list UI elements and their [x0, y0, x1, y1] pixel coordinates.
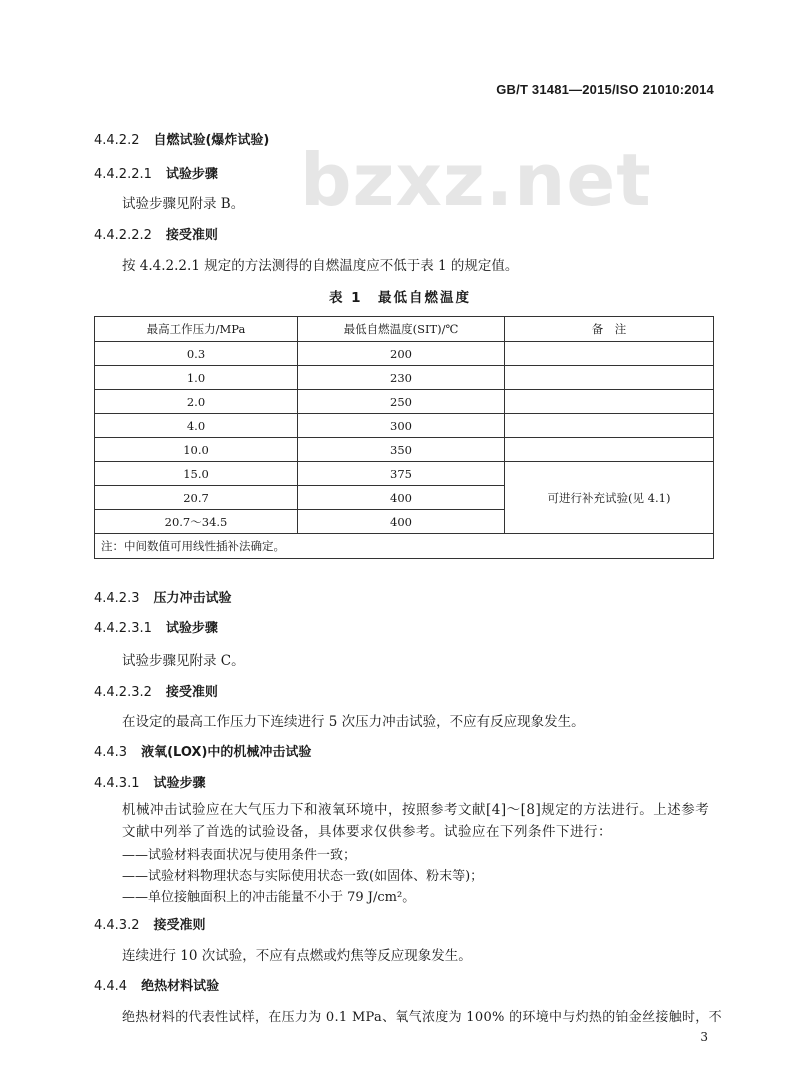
table-cell: 0.3	[95, 342, 298, 366]
heading-number: 4.4.2.2	[94, 133, 140, 148]
table-header-row	[95, 317, 714, 342]
table-cell	[505, 438, 714, 462]
heading-4-4-2-2	[94, 129, 269, 148]
table-cell: 230	[298, 366, 505, 390]
table-cell: 400	[298, 510, 505, 534]
heading-4-4-2-3-2	[94, 681, 218, 700]
heading-title: 接受准则	[165, 685, 218, 700]
heading-title: 接受准则	[165, 228, 218, 243]
table-cell: 300	[298, 414, 505, 438]
heading-title: 接受准则	[153, 918, 206, 933]
heading-number: 4.4.2.3.1	[94, 621, 152, 636]
heading-title: 绝热材料试验	[141, 979, 220, 994]
paragraph: 试验步骤见附录 C。	[122, 653, 245, 669]
table-cell-remark: 可进行补充试验(见 4.1)	[505, 462, 714, 534]
heading-number: 4.4.3	[94, 745, 128, 760]
heading-4-4-2-2-2	[94, 224, 218, 243]
list-item: ——试验材料表面状况与使用条件一致；	[122, 848, 357, 863]
column-header: 备 注	[505, 317, 714, 342]
heading-number: 4.4.2.3	[94, 591, 140, 606]
table-cell	[505, 414, 714, 438]
heading-title: 试验步骤	[165, 167, 218, 182]
table-note-row	[95, 534, 714, 559]
table-min-autoignition-temperature	[94, 316, 714, 559]
heading-4-4-3-2	[94, 914, 206, 933]
heading-title: 试验步骤	[165, 621, 218, 636]
heading-4-4-2-2-1	[94, 163, 218, 182]
paragraph: 按 4.4.2.2.1 规定的方法测得的自燃温度应不低于表 1 的规定值。	[122, 258, 519, 274]
table-cell: 400	[298, 486, 505, 510]
table-row	[95, 462, 714, 486]
heading-number: 4.4.3.2	[94, 918, 140, 933]
paragraph: 在设定的最高工作压力下连续进行 5 次压力冲击试验，不应有反应现象发生。	[122, 714, 585, 730]
heading-4-4-2-3-1	[94, 617, 218, 636]
table-cell: 20.7	[95, 486, 298, 510]
page-number: 3	[700, 1030, 708, 1044]
column-header: 最高工作压力/MPa	[95, 317, 298, 342]
list-item: ——单位接触面积上的冲击能量不小于 79 J/cm²。	[122, 890, 416, 905]
heading-4-4-4	[94, 975, 219, 994]
heading-title: 自燃试验(爆炸试验)	[153, 133, 270, 148]
paragraph: 试验步骤见附录 B。	[122, 196, 245, 212]
heading-title: 压力冲击试验	[153, 591, 232, 606]
table-cell: 2.0	[95, 390, 298, 414]
heading-number: 4.4.2.2.1	[94, 167, 152, 182]
heading-4-4-3	[94, 741, 311, 760]
table-cell	[505, 366, 714, 390]
heading-4-4-3-1	[94, 772, 206, 791]
heading-4-4-2-3	[94, 587, 232, 606]
list-item: ——试验材料物理状态与实际使用状态一致(如固体、粉末等)；	[122, 869, 484, 884]
table-cell: 15.0	[95, 462, 298, 486]
table-cell: 10.0	[95, 438, 298, 462]
table-cell	[505, 390, 714, 414]
table-title: 表 1 最低自燃温度	[328, 290, 472, 306]
table-cell: 350	[298, 438, 505, 462]
table-cell: 200	[298, 342, 505, 366]
table-cell: 1.0	[95, 366, 298, 390]
watermark: bzxz.net	[300, 138, 652, 222]
heading-title: 液氧(LOX)中的机械冲击试验	[141, 745, 312, 760]
table-cell: 4.0	[95, 414, 298, 438]
table-row	[95, 342, 714, 366]
table-cell: 250	[298, 390, 505, 414]
heading-number: 4.4.3.1	[94, 776, 140, 791]
table-note: 注：中间数值可用线性插补法确定。	[95, 534, 714, 559]
table-row	[95, 390, 714, 414]
standard-code: GB/T 31481—2015/ISO 21010:2014	[496, 82, 714, 97]
paragraph: 连续进行 10 次试验，不应有点燃或灼焦等反应现象发生。	[122, 948, 472, 964]
paragraph: 绝热材料的代表性试样，在压力为 0.1 MPa、氧气浓度为 100% 的环境中与灼热的铂金丝接触时，不	[122, 1010, 722, 1025]
table-cell	[505, 342, 714, 366]
heading-number: 4.4.2.2.2	[94, 228, 152, 243]
table-row	[95, 414, 714, 438]
paragraph: 机械冲击试验应在大气压力下和液氧环境中，按照参考文献[4]～[8]规定的方法进行。上述参考文献中列举了首选的试验设备，具体要求仅供参考。试验应在下列条件下进行：	[122, 802, 710, 840]
table-cell: 20.7～34.5	[95, 510, 298, 534]
table-cell: 375	[298, 462, 505, 486]
heading-number: 4.4.2.3.2	[94, 685, 152, 700]
heading-number: 4.4.4	[94, 979, 128, 994]
table-row	[95, 438, 714, 462]
condition-list	[122, 845, 483, 908]
table-row	[95, 366, 714, 390]
column-header: 最低自燃温度(SIT)/℃	[298, 317, 505, 342]
heading-title: 试验步骤	[153, 776, 206, 791]
